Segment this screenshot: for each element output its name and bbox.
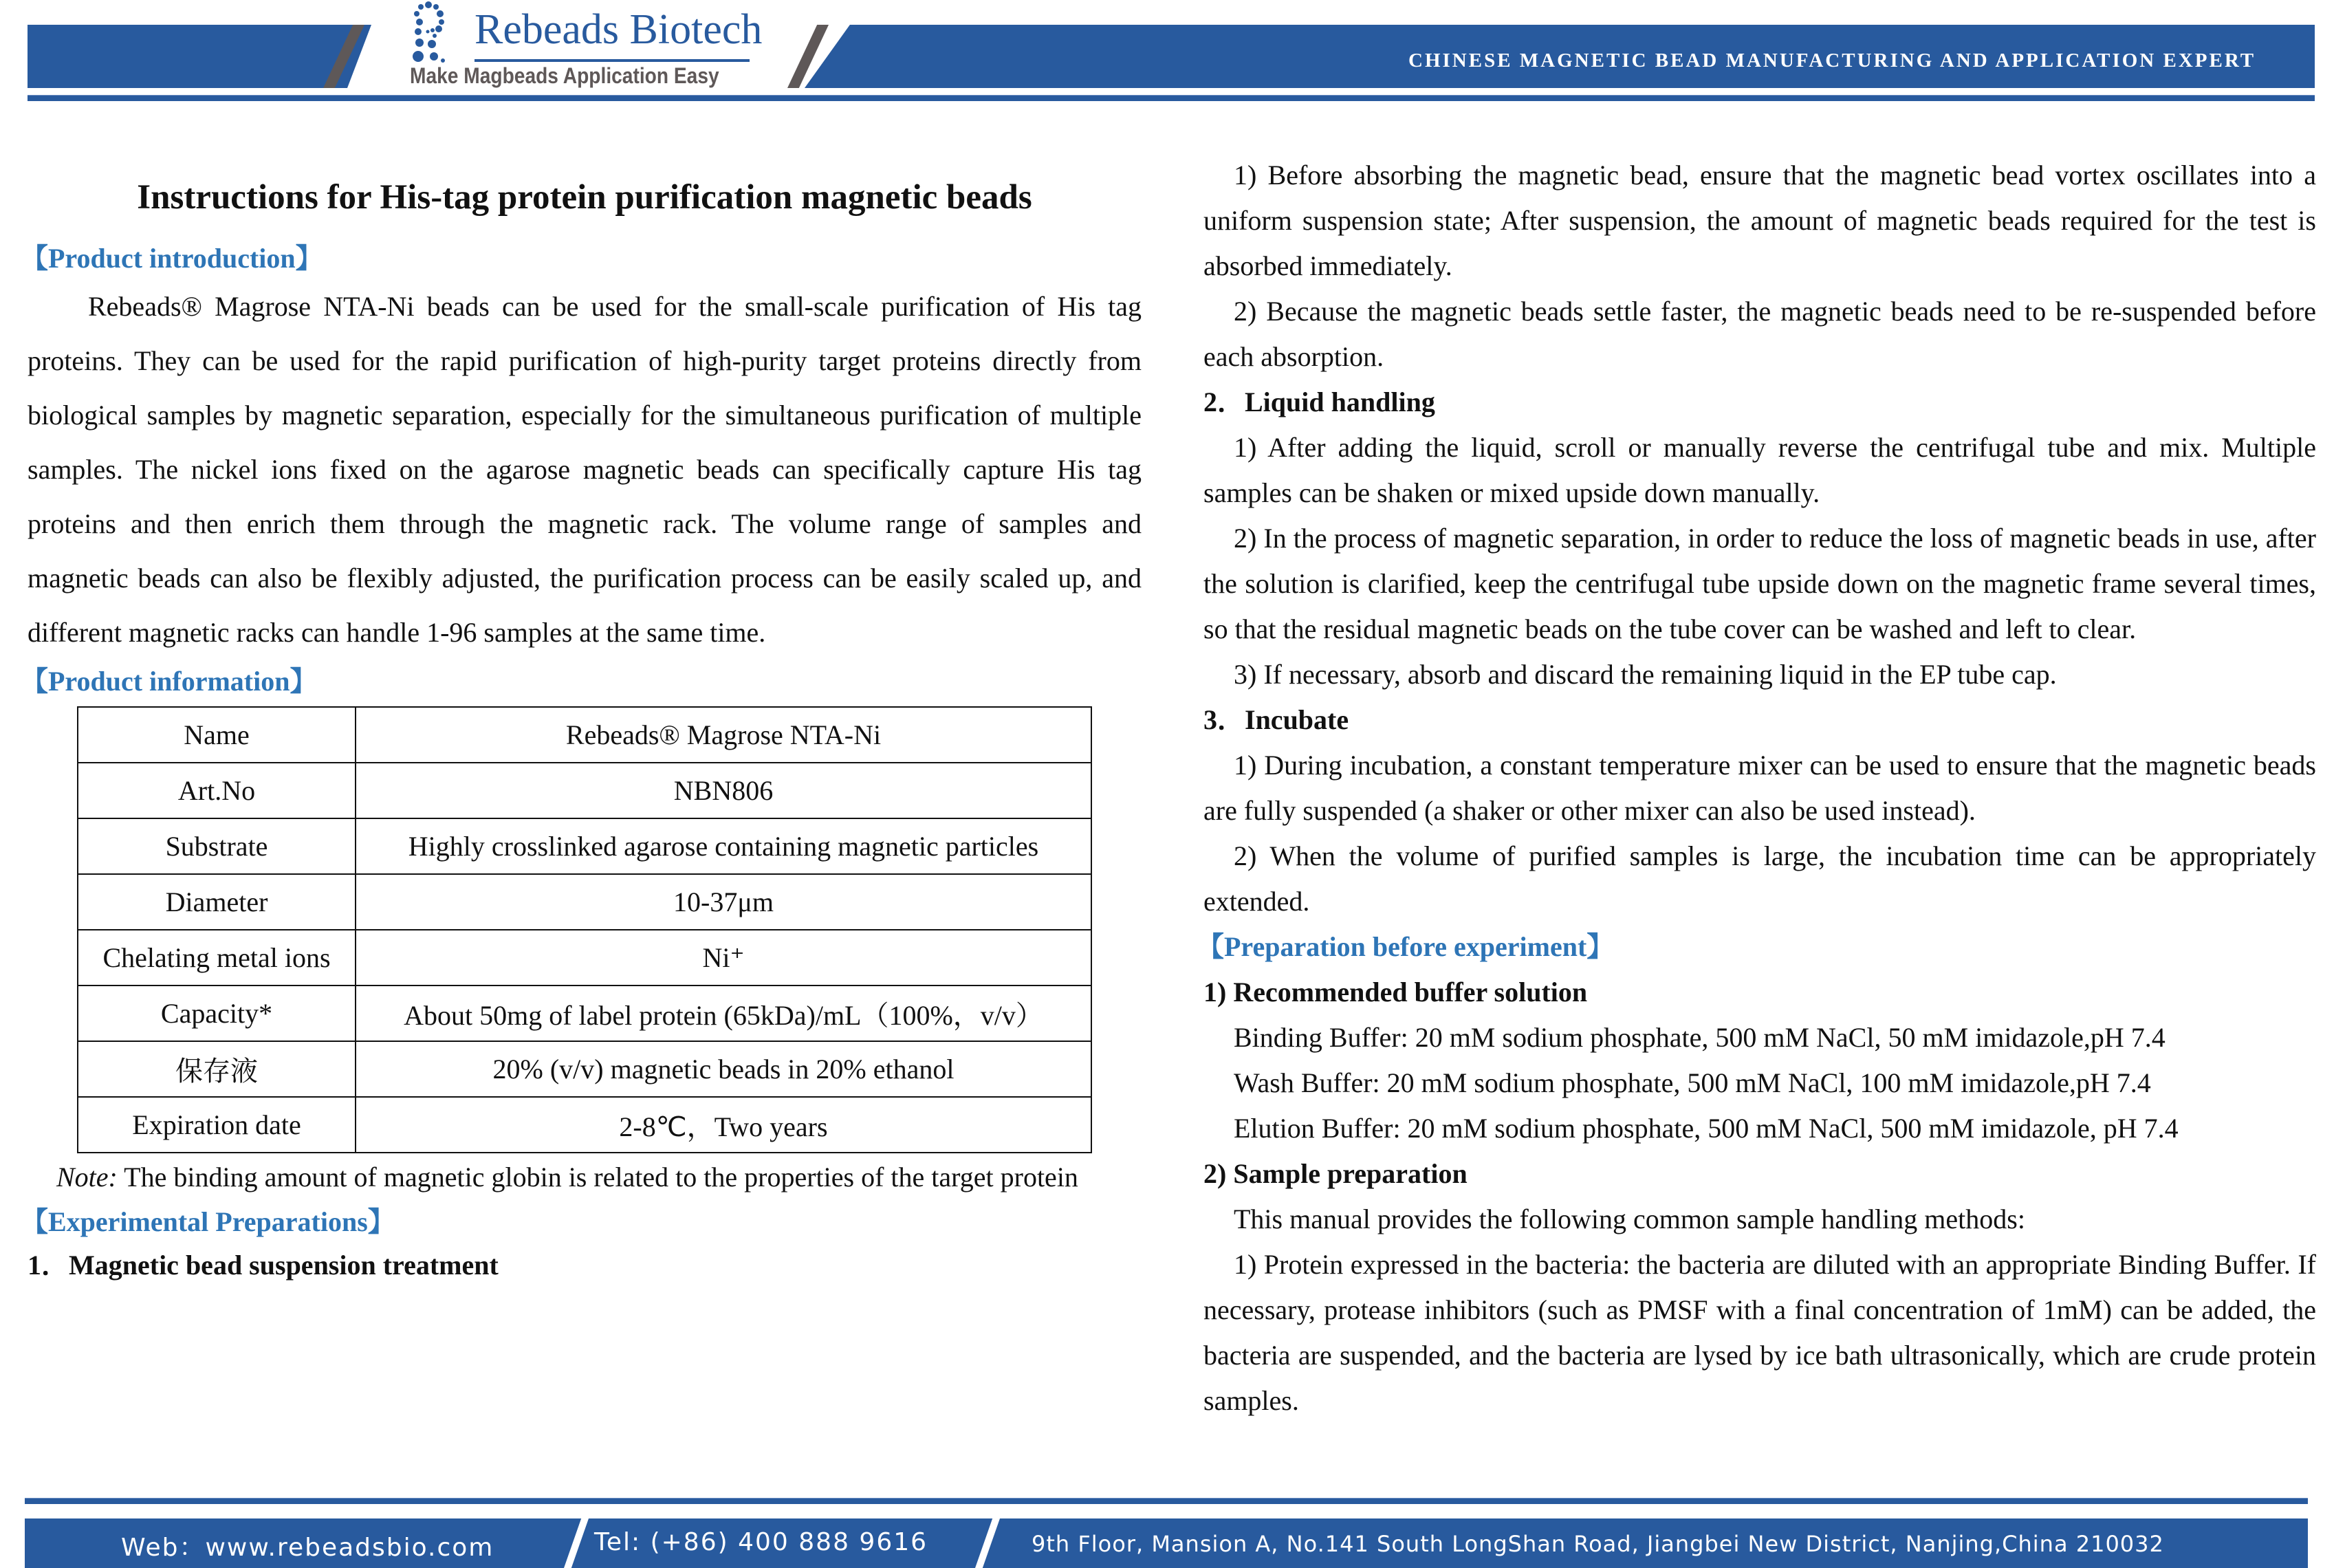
product-information-table: [77, 706, 1092, 1153]
section-heading-experimental-preparations: 【Experimental Preparations】: [21, 1206, 395, 1237]
product-introduction-text: Rebeads® Magrose NTA-Ni beads can be used for the small-scale purification of His tag proteins. They can be used for the rapid purification of high-purity target proteins directly from biological samples by magnetic separation, especially for the simultaneous purification of multiple samples. The nickel ions fixed on the agarose magnetic beads can specifically capture His tag proteins and then enrich them through the magnetic rack. The volume range of samples and magnetic beads can also be flexibly adjusted, the purification process can be easily scaled up, and different magnetic racks can handle 1-96 samples at the same time.: [28, 291, 1142, 648]
table-row: [78, 818, 1091, 874]
footer-address: 9th Floor, Mansion A, No.141 South LongShan Road, Jiangbei New District, Nanjing,China 210032: [1032, 1531, 2164, 1557]
table-cell-value: 10-37μm: [356, 874, 1091, 930]
buffer-title: 1) Recommended buffer solution: [1203, 977, 1588, 1008]
header-band-left: [28, 25, 371, 88]
footer-web-link[interactable]: Web：www.rebeadsbio.com: [121, 1534, 494, 1562]
table-row: [78, 707, 1091, 763]
table-cell-key: Substrate: [78, 818, 356, 874]
header-rule: [28, 95, 2315, 101]
sample-intro: This manual provides the following common sample handling methods:: [1234, 1204, 2025, 1234]
note-text: The binding amount of magnetic globin is related to the properties of the target protein: [117, 1162, 1078, 1193]
table-row: [78, 763, 1091, 818]
table-cell-key: Name: [78, 707, 356, 763]
table-cell-value: Highly crosslinked agarose containing magnetic particles: [356, 818, 1091, 874]
table-cell-key: Chelating metal ions: [78, 930, 356, 986]
table-row: [78, 930, 1091, 986]
table-cell-value: About 50mg of label protein (65kDa)/mL（100%，v/v）: [356, 986, 1091, 1041]
table-cell-value: 20% (v/v) magnetic beads in 20% ethanol: [356, 1041, 1091, 1097]
brand-underline: [475, 59, 750, 62]
table-row: [78, 986, 1091, 1041]
table-cell-value: Ni⁺: [356, 930, 1091, 986]
note-label: Note:: [56, 1162, 118, 1193]
step3-item: 1) During incubation, a constant temperature mixer can be used to ensure that the magnetic beads are fully suspended (a shaker or other mixer can also be used instead).: [1203, 750, 2316, 826]
sample-item: 1) Protein expressed in the bacteria: the bacteria are diluted with an appropriate Binding Buffer. If necessary, protease inhibitors (such as PMSF with a final concentration of 1mM) can be added, the bacteria are suspended, and the bacteria are lysed by ice bath ultrasonically, which are crude protein samples.: [1203, 1249, 2316, 1416]
table-cell-value: Rebeads® Magrose NTA-Ni: [356, 707, 1091, 763]
section-heading-product-information: 【Product information】: [21, 666, 318, 697]
table-cell-key: 保存液: [78, 1041, 356, 1097]
step1-item: 1) Before absorbing the magnetic bead, ensure that the magnetic bead vortex oscillates into a uniform suspension state; After suspension, the amount of magnetic beads required for the test is absorbed immediately.: [1203, 160, 2316, 281]
brand-slogan: Make Magbeads Application Easy: [410, 63, 719, 88]
step2-title: 2．Liquid handling: [1203, 386, 1435, 417]
left-column: [21, 158, 1142, 1288]
buffer-wash: Wash Buffer: 20 mM sodium phosphate, 500 mM NaCl, 100 mM imidazole,pH 7.4: [1234, 1067, 2151, 1098]
beads-logo-icon: [411, 1, 466, 67]
table-row: [78, 874, 1091, 930]
footer-rule: [25, 1498, 2308, 1504]
buffer-elution: Elution Buffer: 20 mM sodium phosphate, 500 mM NaCl, 500 mM imidazole, pH 7.4: [1234, 1113, 2179, 1144]
table-row: [78, 1097, 1091, 1153]
page-title: Instructions for His-tag protein purification magnetic beads: [137, 178, 1032, 217]
step2-item: 2) In the process of magnetic separation, in order to reduce the loss of magnetic beads in use, after the solution is clarified, keep the centrifugal tube upside down on the magnetic frame several times, so that the residual magnetic beads on the tube cover can be washed and left to clear.: [1203, 523, 2316, 644]
step2-item: 3) If necessary, absorb and discard the remaining liquid in the EP tube cap.: [1234, 659, 2057, 690]
table-cell-key: Capacity*: [78, 986, 356, 1041]
step3-item: 2) When the volume of purified samples is large, the incubation time can be appropriately extended.: [1203, 840, 2316, 917]
brand-name: Rebeads Biotech: [475, 6, 763, 53]
table-note: [28, 1153, 1142, 1201]
footer-phone: Tel: (+86) 400 888 9616: [594, 1528, 928, 1556]
sample-title: 2) Sample preparation: [1203, 1158, 1468, 1189]
step1-item: 2) Because the magnetic beads settle faster, the magnetic beads need to be re-suspended before each absorption.: [1203, 296, 2316, 372]
step1-title: 1．Magnetic bead suspension treatment: [28, 1250, 499, 1281]
table-cell-key: Art.No: [78, 763, 356, 818]
table-cell-key: Expiration date: [78, 1097, 356, 1153]
right-column: [1197, 153, 2316, 1424]
table-cell-key: Diameter: [78, 874, 356, 930]
section-heading-product-introduction: 【Product introduction】: [21, 243, 323, 274]
header-tagline: CHINESE MAGNETIC BEAD MANUFACTURING AND APPLICATION EXPERT: [1408, 50, 2256, 72]
step3-title: 3．Incubate: [1203, 704, 1349, 735]
step2-item: 1) After adding the liquid, scroll or manually reverse the centrifugal tube and mix. Multiple samples can be shaken or mixed upside down manually.: [1203, 432, 2316, 508]
table-cell-value: 2-8℃，Two years: [356, 1097, 1091, 1153]
section-heading-preparation-before-experiment: 【Preparation before experiment】: [1197, 931, 1615, 962]
buffer-binding: Binding Buffer: 20 mM sodium phosphate, 500 mM NaCl, 50 mM imidazole,pH 7.4: [1234, 1022, 2166, 1053]
table-cell-value: NBN806: [356, 763, 1091, 818]
table-row: [78, 1041, 1091, 1097]
